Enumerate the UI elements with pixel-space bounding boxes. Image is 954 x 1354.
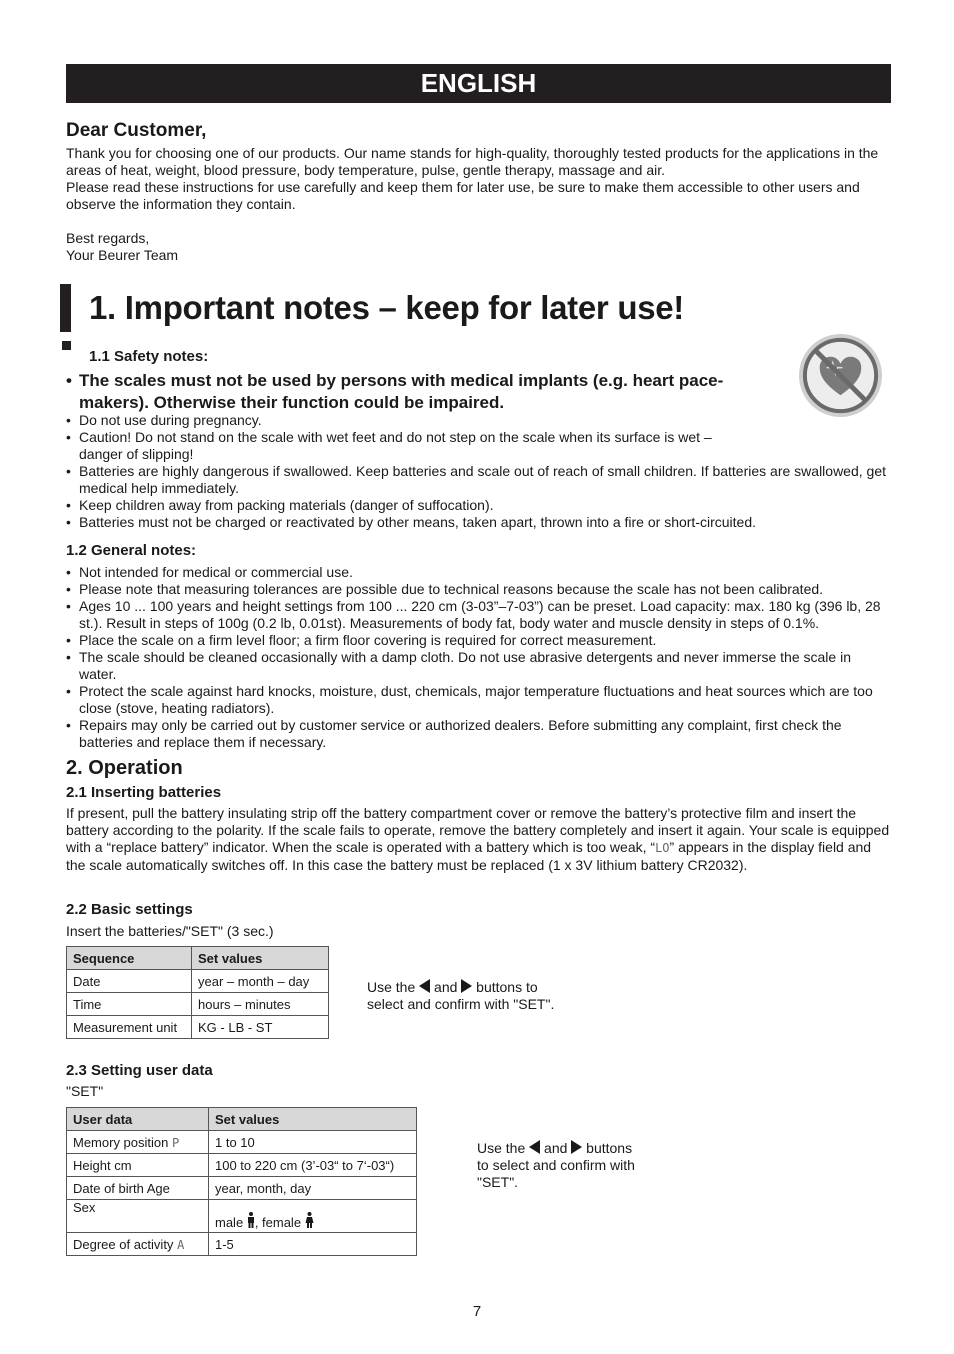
intro-paragraph-1: Thank you for choosing one of our products. Our name stands for high-quality, thoroughly tested products for the applications in the areas of heat, weight, blood pressure, body temperature, pulse, gentle therapy, massage and air.: [66, 145, 879, 178]
list-item: • Ages 10 ... 100 years and height settings from 100 ... 220 cm (3-03”–7-03”) can be preset. Load capacity: max. 180 kg (396 lb, 28 st.). Result in steps of 100g (0.2 lb, 0.01st). Measurements of body fat, body water and muscle density in steps of 0.1%.: [66, 598, 891, 632]
sex-female-label: , female: [254, 1215, 302, 1230]
table-cell: Date: [67, 970, 192, 993]
no-pacemaker-icon: [797, 332, 884, 419]
note-text: and: [434, 979, 458, 995]
basic-settings-table: [66, 946, 329, 1039]
triangle-right-icon: [461, 979, 472, 993]
table-cell: Measurement unit: [67, 1016, 192, 1039]
note-text: buttons: [586, 1140, 633, 1156]
note-text: buttons to: [476, 979, 538, 995]
table-cell: [67, 1233, 209, 1256]
note-text: select and confirm with "SET".: [367, 996, 555, 1012]
row-label: Degree of activity: [73, 1236, 174, 1252]
exclamation-dot: [62, 341, 71, 350]
user-sub: "SET": [66, 1083, 104, 1099]
table-cell: Date of birth Age: [67, 1177, 209, 1200]
table-cell: [67, 1131, 209, 1154]
note-text: to select and confirm with: [477, 1157, 635, 1173]
column-header: User data: [67, 1108, 209, 1131]
table-cell: KG - LB - ST: [192, 1016, 329, 1039]
table-row: [67, 970, 329, 993]
intro-text: [66, 145, 891, 264]
table-cell: 1-5: [209, 1233, 417, 1256]
triangle-right-icon: [571, 1140, 582, 1154]
batteries-text-a: If present, pull the battery insulating strip off the battery compartment cover or remove the battery’s protective film and insert the battery according to the polarity. If the scale fails to operate, remove the battery completely and insert it again. Your scale is equipped with a “replace battery” indicator. When the scale is operated with a battery which is too weak, “: [66, 805, 890, 855]
section1-title: 1. Important notes – keep for later use!: [89, 289, 684, 326]
memory-symbol: P: [172, 1135, 180, 1150]
row-label: Memory position: [73, 1134, 169, 1150]
user-data-table: [66, 1107, 417, 1256]
batteries-text-b: ” appears in the display field and the scale automatically switches off. In this case the battery must be replaced (1 x 3V lithium battery CR2032).: [66, 839, 872, 873]
male-icon: [247, 1212, 255, 1228]
table-cell: year – month – day: [192, 970, 329, 993]
page-number: 7: [472, 1303, 482, 1320]
column-header: Set values: [209, 1108, 417, 1131]
sex-male-label: male: [215, 1215, 244, 1230]
triangle-left-icon: [529, 1140, 540, 1154]
greeting: Dear Customer,: [66, 120, 207, 141]
basic-note: [367, 979, 607, 1013]
user-note: [477, 1140, 667, 1191]
note-text: Use the: [367, 979, 416, 995]
safety-list: [66, 412, 756, 463]
list-item: • The scale should be cleaned occasionally with a damp cloth. Do not use abrasive detergents and never immerse the scale in water.: [66, 649, 891, 683]
table-row: [67, 1016, 329, 1039]
table-cell: 1 to 10: [209, 1131, 417, 1154]
list-item: • Batteries are highly dangerous if swallowed. Keep batteries and scale out of reach of small children. If batteries are swallowed, get medical help immediately.: [66, 463, 891, 497]
closing-2: Your Beurer Team: [66, 247, 179, 263]
list-item: • The scales must not be used by persons with medical implants (e.g. heart pace-makers). Otherwise their function could be impaired.: [66, 370, 756, 414]
note-text: Use the: [477, 1140, 526, 1156]
exclamation-icon: [60, 284, 71, 332]
table-cell: 100 to 220 cm (3’-03“ to 7‘-03“): [209, 1154, 417, 1177]
table-row: [67, 1233, 417, 1256]
table-cell: Height cm: [67, 1154, 209, 1177]
language-label: ENGLISH: [420, 68, 537, 98]
basic-sub: Insert the batteries/"SET" (3 sec.): [66, 923, 274, 939]
list-item: • Please note that measuring tolerances are possible due to technical reasons because the scale has not been calibrated.: [66, 581, 891, 598]
list-item: • Do not use during pregnancy.: [66, 412, 756, 429]
section2-title: 2. Operation: [66, 757, 183, 779]
table-row: [67, 1131, 417, 1154]
table-row: [67, 1177, 417, 1200]
table-cell: Time: [67, 993, 192, 1016]
safety-warning: [66, 370, 756, 414]
table-cell: [209, 1200, 417, 1233]
closing-1: Best regards,: [66, 230, 150, 246]
list-item: • Not intended for medical or commercial use.: [66, 564, 891, 581]
table-cell: hours – minutes: [192, 993, 329, 1016]
basic-heading: 2.2 Basic settings: [66, 901, 193, 918]
table-row: [67, 993, 329, 1016]
safety-heading: 1.1 Safety notes:: [89, 348, 209, 365]
activity-symbol: A: [177, 1237, 185, 1252]
list-item: • Protect the scale against hard knocks, moisture, dust, chemicals, major temperature fluctuations and heat sources which are too close (stove, heating radiators).: [66, 683, 891, 717]
lcd-lo-symbol: LO: [655, 841, 670, 855]
note-text: "SET".: [477, 1174, 519, 1190]
batteries-text: [66, 805, 891, 874]
list-item: • Repairs may only be carried out by customer service or authorized dealers. Before submitting any complaint, first check the batteries and replace them if necessary.: [66, 717, 891, 751]
general-list: [66, 564, 891, 751]
table-header-row: [67, 947, 329, 970]
table-header-row: [67, 1108, 417, 1131]
column-header: Set values: [192, 947, 329, 970]
language-banner: [66, 64, 891, 103]
safety-list-2: [66, 463, 891, 531]
triangle-left-icon: [419, 979, 430, 993]
table-cell: year, month, day: [209, 1177, 417, 1200]
general-heading: 1.2 General notes:: [66, 542, 197, 559]
list-item: • Batteries must not be charged or reactivated by other means, taken apart, thrown into a fire or short-circuited.: [66, 514, 891, 531]
list-item: • Keep children away from packing materials (danger of suffocation).: [66, 497, 891, 514]
table-row: [67, 1200, 417, 1233]
batteries-heading: 2.1 Inserting batteries: [66, 784, 222, 801]
table-cell: Sex: [67, 1200, 209, 1233]
intro-paragraph-2: Please read these instructions for use carefully and keep them for later use, be sure to make them accessible to other users and observe the information they contain.: [66, 179, 860, 212]
list-item: • Place the scale on a firm level floor; a firm floor covering is required for correct measurement.: [66, 632, 891, 649]
note-text: and: [544, 1140, 568, 1156]
column-header: Sequence: [67, 947, 192, 970]
user-heading: 2.3 Setting user data: [66, 1062, 213, 1079]
table-row: [67, 1154, 417, 1177]
list-item: • Caution! Do not stand on the scale with wet feet and do not step on the scale when its surface is wet – danger of slipping!: [66, 429, 756, 463]
female-icon: [305, 1212, 314, 1228]
